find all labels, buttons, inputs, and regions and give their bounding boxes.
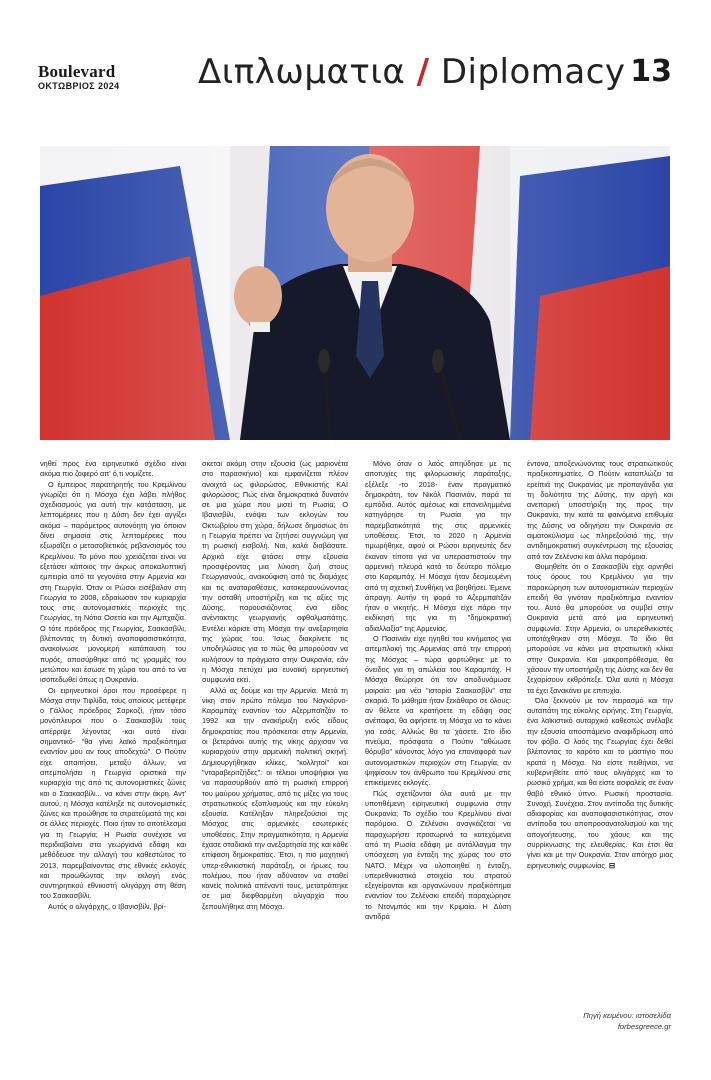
article-paragraph: σκεται ακόμη στην εξουσία (ως μαριονέτα στο παρασκήνιο) και εμφανίζεται πλέον ανοιχτά ως φιλορώσος. Εθνικιστής ΚΑΙ φιλορώσος; Πώς είναι δημοκρατικά δυνατόν σε μια χώρα που μισεί τη Ρωσία; Ο Ιβανισβίλι, ενόψει των εκλογών του Οκτωβρίου στη χώρα, δήλωσε δημοσίως ότι η Γεωργία πρέπει να ζητήσει συγγνώμη για τη ρωσική εισβολή. Ναι, καλά διαβάσατε. Αρχικά είχε ψτάσει στην εξουσία προσφέροντας μια λύκιση ζωή στους Γεωργιανούς, ανακούφιση από τις διαμάχες και τις αναταραθέσεις, κατακεραυνώνοντας την οσταθή υποστήριξη και τις αξίες της Δύσης, παρουσιάζοντας ένα είδος ανέντακτης γεωργιανής αφθαλμαπάτης. Εντέλει κάρισε στη Μόσχα την ανεξαρτησία της χώρας του. Ίσως διακρίνετε τις υποδηλώσεις για το πώς θα μπορούσαν να κυλήσουν τα πράγματα στην Ουκρανία, εάν η Μόσχα πετύχει μια ευνοϊκή ειρηνευτική συμφωνία εκεί. bbox=[202, 459, 348, 685]
article-paragraph: Ο Πασινιάν είχε ηγηθεί του κινήματος για απεμπλοκή της Αρμενίας από την επιρροή της Μόσχας – τώρα φορτώθηκε με το όνειδος για τη απώλεια του Καραμπάχ. Η Μόσχα θεώρησε ότι τον αποδυνάμωσε μοιραία: μια νέα "ιστορία Σαακασβίλι" στα σκαριά. Το μάθημα ήταν ξεκάθαρο σε όλους: αν θέλετε να κρατήσετε τη εδάφη σας ανέπαφα, θα αφήσετε τη Μόσχα να το κάνει για εσάς. Αλλιώς θα τα χάσετε. Στο ίδιο πνεύμα, πρόσφατα ο Πούτιν "αθώωσε θόρυβο" κάνοντας λόγο για επαναφορά των αυτονομιστικών περιοχών στη Γεωργία, αν ψηφίσουν τον άνθρωπο του Κρεμλίνου στις επικείμενες εκλογές. bbox=[365, 634, 511, 788]
issue-date: ΟΚΤΩΒΡΙΟΣ 2024 bbox=[38, 81, 120, 91]
article-paragraph: Μόνο όταν ο λαός απηύδησε με τις αποτυχίες της φιλορωσικής παράταξης, εξέλεξε -το 2018- έναν πραγματικό δημοκράτη, τον Νικόλ Πασινιάν, παρά τα εμπόδια. Αυτός αμέσως και επανειλημμένα κατηγόρησε τη Ρωσία για την παρεμβατικότητά της στις αρμενικές υποθέσεις. Έτσι, το 2020 η Αρμενία τιμωρήθηκε, αφού οι Ρώσοι ειρηνευτές δεν έκαναν τίποτα για να υπερασπιστούν την αρμενική πλευρά κατά το δεύτερο πόλεμο στο Καραμπάχ. Η Μόσχα ήταν δεσμευμένη από τη σχετική Συνθήκη να βοηθήσει. Έμεινε άπραγη. Αυτήν τη φορά το Αζερμπαϊτζάν ήταν ο νικητής. Η Μόσχα είχε πάρει την εκδίκησή της για τη "δημοκρατική αδιαλλαξία" της Αρμενίας. bbox=[365, 459, 511, 633]
source-credit-site[interactable]: forbesgreece.gr bbox=[617, 1022, 671, 1031]
section-title-greek: Διπλωματια bbox=[198, 52, 406, 92]
speaker-head bbox=[326, 154, 414, 262]
microphone-right bbox=[432, 349, 444, 373]
article-paragraph: Αλλά ας δούμε και την Αρμενία. Μετά τη νίκη στον πρώτο πόλεμο του Ναγκόρνο-Καραμπάχ εναντίον του Αζερμπαϊτζάν το 1992 και την ανακήρυξη ενός είδους δημοκρατίας που πρόσκειται στην Αρμενία, οι βετεράνοι αυτής της νίκης άρχισαν να κυριαρχούν στην αρμενική πολιτική σκηνή. Δημιουργήθηκαν κλίκες, "κολλητοί" και "νταραβεριτζήδες": οι τέλειοι υποψήφιοι για να παρασυρθούν από τη ρωσική επιρροή του μαύρου χρήματος, από τις μίζες για τους στρατιωτικούς εξοπλισμούς και την εύκολη εξουσία. Κατέληξαν πληρεξούσιοι της Μόσχας στις αρμενικές εσωτερικές υποθέσεις. Στην πραγματικότητα, η Αρμενία έχασε σταδιακά την ανεξαρτησία της και κάθε επίφαση δημοκρατίας. Έτσι, η πιο μαχητική υπερ-εθνικιστική παράταξη, οι ήρωες του πολέμου, που ήταν αδύνατον να σταθεί κανείς πολιτικά απέναντί τους, μετατράπηκε σε μια διεφθαρμένη ολιγαρχία που ξεπουλήθηκε στη Μόσχα. bbox=[202, 685, 348, 911]
microphone-left bbox=[318, 349, 330, 373]
masthead bbox=[38, 52, 672, 102]
article-paragraph: νηθεί προς ένα ειρηνευτικό σχέδιο είναι ακόμα πιο ζοφερό απ' ό,τι νομίζετε. bbox=[40, 459, 186, 479]
source-credit bbox=[583, 1010, 671, 1032]
end-of-article-icon: ⊟ bbox=[608, 860, 616, 870]
source-credit-label: Πηγή κειμένου: ιστοσελίδα bbox=[583, 1011, 671, 1020]
speaker-cuff bbox=[250, 322, 270, 332]
lead-photo bbox=[40, 146, 670, 440]
article-paragraph: Αυτός ο ολιγάρχης, ο Ιβανισβίλι, βρί- bbox=[48, 901, 166, 911]
article-column-3 bbox=[365, 459, 511, 922]
article-paragraph-text: Όλα ξεκινούν με τον πειρασμό και την αυταπάτη της εύκολης ειρήνης. Στη Γεωργία, ένα λαϊκιστικό αυταρχικό καθεστώς ανέλαβε την εξουσία αποσπάμενο αναφιδρίωση από τον φόβο. Ο λαός της Γεωργίας έχει δεθεί βλέποντας το καρότο και το μαστίγιο που κρατά η Μόσχα. Να είστε πειθήνιοι, να κυβερνηθείτε από τους ολιγάρχες και το ρωσικό χρήμα, και θα είστε ασφαλείς σε έναν θαβό εθνικό ύπνο. Ρωσική προστασία. Συνοχή. Συνέχεια. Στον αντίποδα της δυτικής αδιαφορίας και αναποφασιστικότητας, στον αντίποδα του αποπροσανατολισμού και της απογοήτευσης, του χάους και της συρρίκνωσης της ελευθερίας. Και έτσι θα γίνει και με την Ουκρανία. Στον απόηχο μιας ειρηνευτικής συμφωνίας. bbox=[527, 695, 673, 870]
speaker-fist bbox=[234, 266, 282, 326]
photo-illustration bbox=[40, 146, 670, 440]
article-paragraph: έντονα, αποξενώνοντας τους στρατιωτικούς πραξικοπηματίες. Ο Πούτιν καταπλώζει τα ερείπιά της Ουκρανίας με προπαγάνδα για τη δολιότητα της Δύσης, την αργή και ανεπαρκή υποστήριξη της προς την Ουκρανία, την κατά τα φαινόμενα επιθυμία της Δύσης να οδηγήσει την Ουκρανία σε αιματοκύλισμα ως πληρεξούσιό της, την αντιδημοκρατική συγκέντρωση της εξουσίας από τον Ζελένσκι και άλλα παρόμοια. bbox=[527, 459, 673, 561]
page-number: 13 bbox=[630, 54, 672, 89]
magazine-brand: Boulevard bbox=[38, 62, 116, 81]
article-paragraph: Οι ειρηνευτικοί όροι που προσέφερε η Μόσχα στην Τιφλίδα, τους οποίους μετέφερε ο Γάλλος πρόεδρος Σαρκοζί, ήταν τόσο μονόπλευροι που ο Σαακασβίλι τους απέρριψε λέγοντας -και αυτό είναι σημαντικό- "θα γίνει λαϊκό πραξικόπημα εναντίον μου αν τους αποδεχτώ". Ο Πούτιν είχε απαιτήσει, μεταξύ άλλων, να απεμπολήσει η Γεωργία οριστικά την κυριαρχία της από τις αυτονομιστικές ζώνες και ο Σαακασβίλι... να κάνει στην άκρη. Αντ' αυτού, η Μόσχα κατέληξε τις αυτονομιστικές ζώνες και προώθησε τα στρατεύματά της και σε άλλες περιοχές. Ποιο ήταν το αποτέλεσμα για τη Γεωργία; Η Ρωσία συνέχισε να περιδιαβαίνει στα γεωργιανά εδάφη και μεθόδευσε την αλλαγή του καθεστώτος το 2013, παρεμβαίνοντας στις εθνικές εκλογές και προωθώντας την εκλογή ενός συντηρητικού εθνικιστή ολιγάρχη στη θέση του Σαακασβίλι. bbox=[40, 685, 186, 901]
article-column-2 bbox=[202, 459, 348, 912]
article-body bbox=[40, 459, 672, 999]
section-title-slash: / bbox=[416, 52, 430, 92]
section-title-english: Diplomacy bbox=[440, 52, 626, 92]
article-paragraph bbox=[527, 696, 673, 871]
section-title bbox=[198, 52, 626, 92]
article-paragraph: Πώς σχετίζονται όλα αυτά με την υποτιθέμενη ειρηνευτική συμφωνία στην Ουκρανία; Το σχέδιο του Κρεμλίνου είναι παρόμοιο. Ο Ζελένσκι αναγκάζεται να παραχωρήσει προσωρινά τα κατεχόμενα από τη Ρωσία εδάφη με αντάλλαγμα την υπόσχεση για ένταξη της χώρας του στο ΝΑΤΟ. Μέχρι να υλοποιηθεί η ένταξη, υπερεθνικιστικά στοιχεία του στρατού εξεγείρονται και οργανώνουν πραξικόπημα εναντίον του Ζελένσκι επειδή παραχώρησε το Ντονμπάς και την Κριμαία. Η Δύση αντιδρά bbox=[365, 788, 511, 922]
article-column-4 bbox=[527, 459, 673, 871]
article-column-1 bbox=[40, 459, 186, 912]
article-paragraph: Ο έμπειρος παρατηρητής του Κρεμλίνου γνωρίζει ότι η Μόσχα έχει λάβει πλήθος σχεδιασμούς για αυτή την κατάσταση, με λεπτομέρειες που η Δύση δεν έχει αγγίξει ακόμα – παράμετρος αυτονόητη για όποιον δίνει σημασία στις λεπτομέρειες που εξωραΐζει ο μετασοβιετικός ρεβανσισμός του Κρεμλίνου. Το μόνο που χρειάζεται είναι να εξετάσει κάποιος την άκρως αποκαλυπτική εμπειρία από τα γεγονότα στην Αρμενία και στη Γεωργία. Όταν οι Ρώσοι εισέβαλαν στη Γεωργία το 2008, εδραίωσαν τον κυριαρχία τους στις αυτονομιστικές περιοχές της Γεωργίας, τη Νότια Οσετία και την Αμπχαζία. Ο τότε πρόεδρος της Γεωργίας, Σαακασβίλι, βλέποντας τη δυτική αναποφασιστικότητα, ανακοίνωσε μονομερή κατάπαυση του πυρός, αποσύρθηκε από τις γραμμές του μετώπου και έσωσε τη χώρα του από το να ισοπεδωθεί όπως η Ουκρανία. bbox=[40, 479, 186, 685]
article-paragraph: Θυμηθείτε ότι ο Σαακασβίλι είχε αρνηθεί τους όρους του Κρεμλίνου για την παρακώρηση των αυτονομιστικών περιοχών επειδή θα γινόταν πραξικόπημα εναντίον του. Αυτό θα μπορούσε να συμβεί στην Ουκρανία μετά από μια ειρηνευτική συμφωνία. Στην Αρμενία, οι υπερεθνικιστές υποτάχθηκαν στη Μόσχα. Το ίδιο θα μπορούσε να κάνει μια στρατιωτική κλίκα στην Ουκρανία. Και μακροπρόθεσμα, θα χάσουν την υποστήριξη της Δύσης και δεν θα ξεχαρίσουν εκθρόπεξε. Όλα αυτά η Μόσχα τα έχει ξανακάνει με επιτυχία. bbox=[527, 561, 673, 695]
